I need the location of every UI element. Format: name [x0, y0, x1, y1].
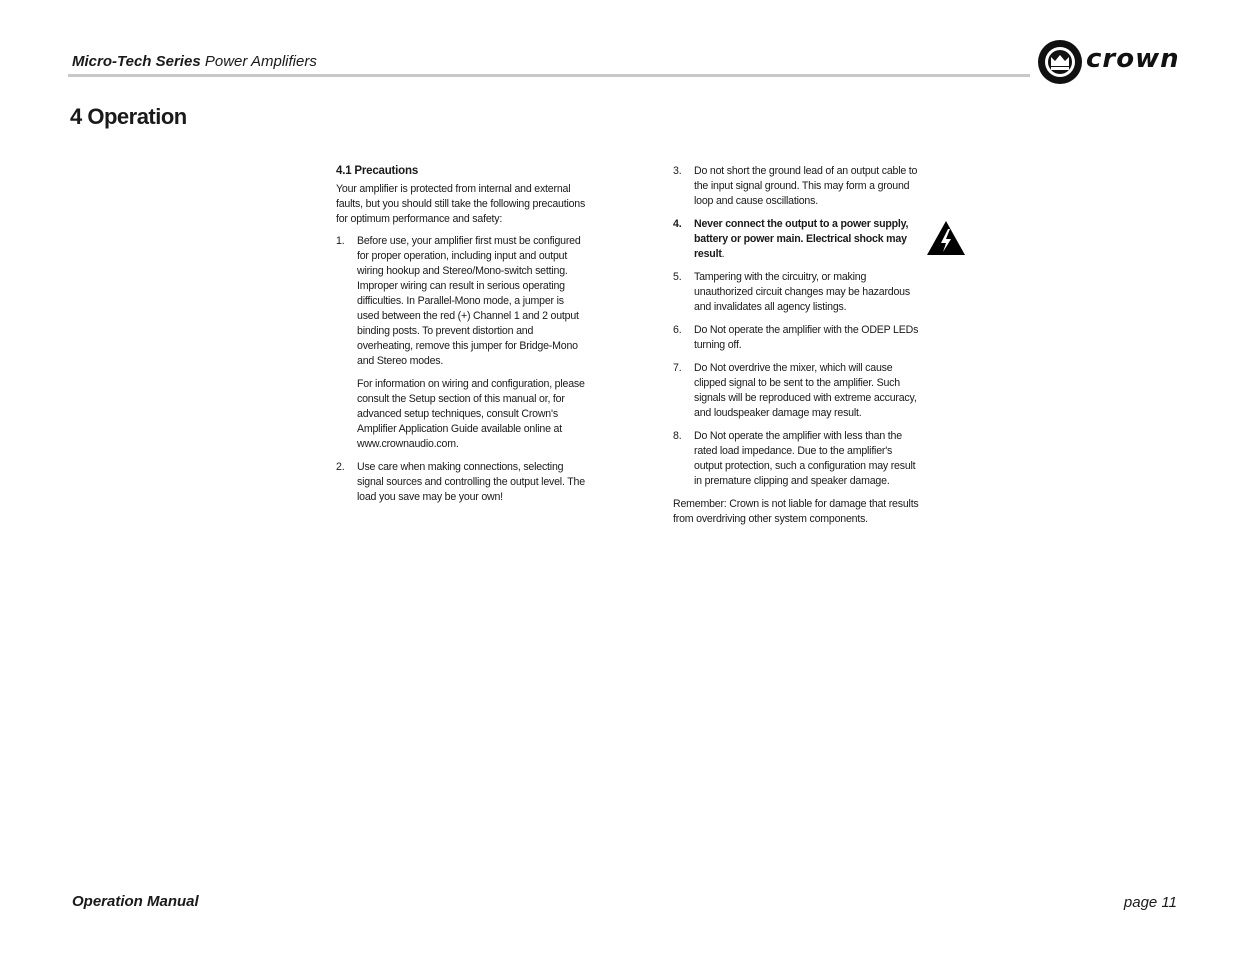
remember-note: Remember: Crown is not liable for damage that results from overdriving other system components. — [673, 498, 919, 525]
brand-wordmark: crown — [1086, 44, 1180, 74]
footer-manual-title: Operation Manual — [72, 893, 199, 910]
left-column — [336, 164, 586, 513]
list-item: 3. Do not short the ground lead of an output cable to the input signal ground. This may form a ground loop and cause oscillations. — [673, 165, 918, 207]
list-item: 5. Tampering with the circuitry, or making unauthorized circuit changes may be hazardous and invalidates all agency listings. — [673, 271, 910, 313]
list-item: 1. Before use, your amplifier first must be configured for proper operation, including input and output wiring hookup and Stereo/Mono-switch setting. Improper wiring can result in serious operating difficulties. In Parallel-Mono mode, a jumper is used between the red (+) Channel 1 and 2 output binding posts. To prevent distortion and overheating, remove this jumper for Bridge-Mono and Stereo modes. — [336, 235, 581, 367]
right-column — [673, 164, 923, 534]
list-item-continuation: For information on wiring and configuration, please consult the Setup section of this manual or, for advanced setup techniques, consult Crown's Amplifier Application Guide available online at www.crownaudio.com. — [357, 378, 585, 450]
header-title — [72, 53, 317, 70]
list-item: 6. Do Not operate the amplifier with the ODEP LEDs turning off. — [673, 324, 919, 351]
section-title: 4 Operation — [70, 104, 187, 129]
precautions-intro: Your amplifier is protected from internal and external faults, but you should still take the following precautions for optimum performance and safety: — [336, 183, 586, 225]
crown-logo — [1036, 38, 1186, 88]
list-item: 2. Use care when making connections, selecting signal sources and controlling the output level. The load you save may be your own! — [336, 461, 585, 503]
page-number: page 11 — [1123, 894, 1177, 911]
series-name: Micro-Tech Series — [72, 53, 201, 70]
precautions-heading: 4.1 Precautions — [336, 165, 419, 177]
list-item: 7. Do Not overdrive the mixer, which will cause clipped signal to be sent to the amplifier. Such signals will be reproduced with extreme accuracy, and loudspeaker damage may result. — [673, 362, 917, 419]
list-item: 8. Do Not operate the amplifier with less than the rated load impedance. Due to the amplifier's output protection, such a configuration may result in premature clipping and speaker damage. — [673, 430, 916, 487]
electrical-shock-warning-icon — [926, 220, 966, 256]
crown-logo-icon — [1036, 38, 1084, 86]
header-rule — [68, 74, 1030, 77]
list-item-warning: 4. Never connect the output to a power supply, battery or power main. Electrical shock may result. — [673, 218, 909, 260]
product-name: Power Amplifiers — [204, 53, 317, 70]
